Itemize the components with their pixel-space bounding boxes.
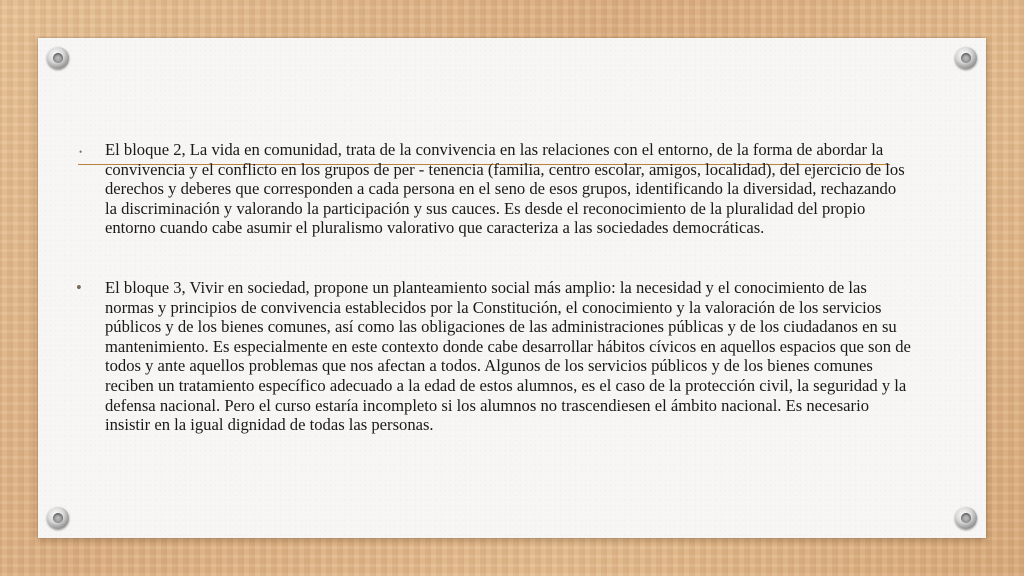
grommet-icon — [955, 507, 977, 529]
paragraph-text: El bloque 2, La vida en comunidad, trata de la convivencia en las relaciones con el entorno, de la forma de abordar la convivencia y el conflicto en los grupos de per - tenencia (familia, centro escolar, amigos, localidad), del ejercicio de los derechos y deberes que corresponden a cada persona en el seno de esos grupos, identificando la diversidad, rechazando la discriminación y valorando la participación y sus cauces. Es desde el reconocimiento de la pluralidad del propio entorno cuando cabe asumir el pluralismo valorativo que caracteriza a las sociedades democráticas. — [105, 140, 905, 238]
grommet-icon — [47, 507, 69, 529]
bullet-paragraph-bloque-3 — [72, 278, 912, 435]
grommet-icon — [955, 47, 977, 69]
bullet-icon: • — [79, 147, 83, 157]
bullet-icon: • — [76, 277, 82, 297]
bullet-paragraph-bloque-2 — [72, 140, 912, 238]
paragraph-text: El bloque 3, Vivir en sociedad, propone un planteamiento social más amplio: la necesidad y el conocimiento de las normas y principios de convivencia establecidos por la Constitución, el conocimiento y la valoración de los servicios públicos y de los bienes comunes, así como las obligaciones de las administraciones públicas y de los ciudadanos en su mantenimiento. Es especialmente en este contexto donde cabe desarrollar hábitos cívicos en aquellos espacios que son de todos y ante aquellos problemas que nos afectan a todos. Algunos de los servicios públicos y de los bienes comunes reciben un tratamiento específico adecuado a la edad de estos alumnos, es el caso de la protección civil, la seguridad y la defensa nacional. Pero el curso estaría incompleto si los alumnos no trascendiesen el ámbito nacional. Es necesario insistir en la igual dignidad de todas las personas. — [105, 277, 911, 435]
slide-body — [72, 140, 912, 435]
grommet-icon — [47, 47, 69, 69]
